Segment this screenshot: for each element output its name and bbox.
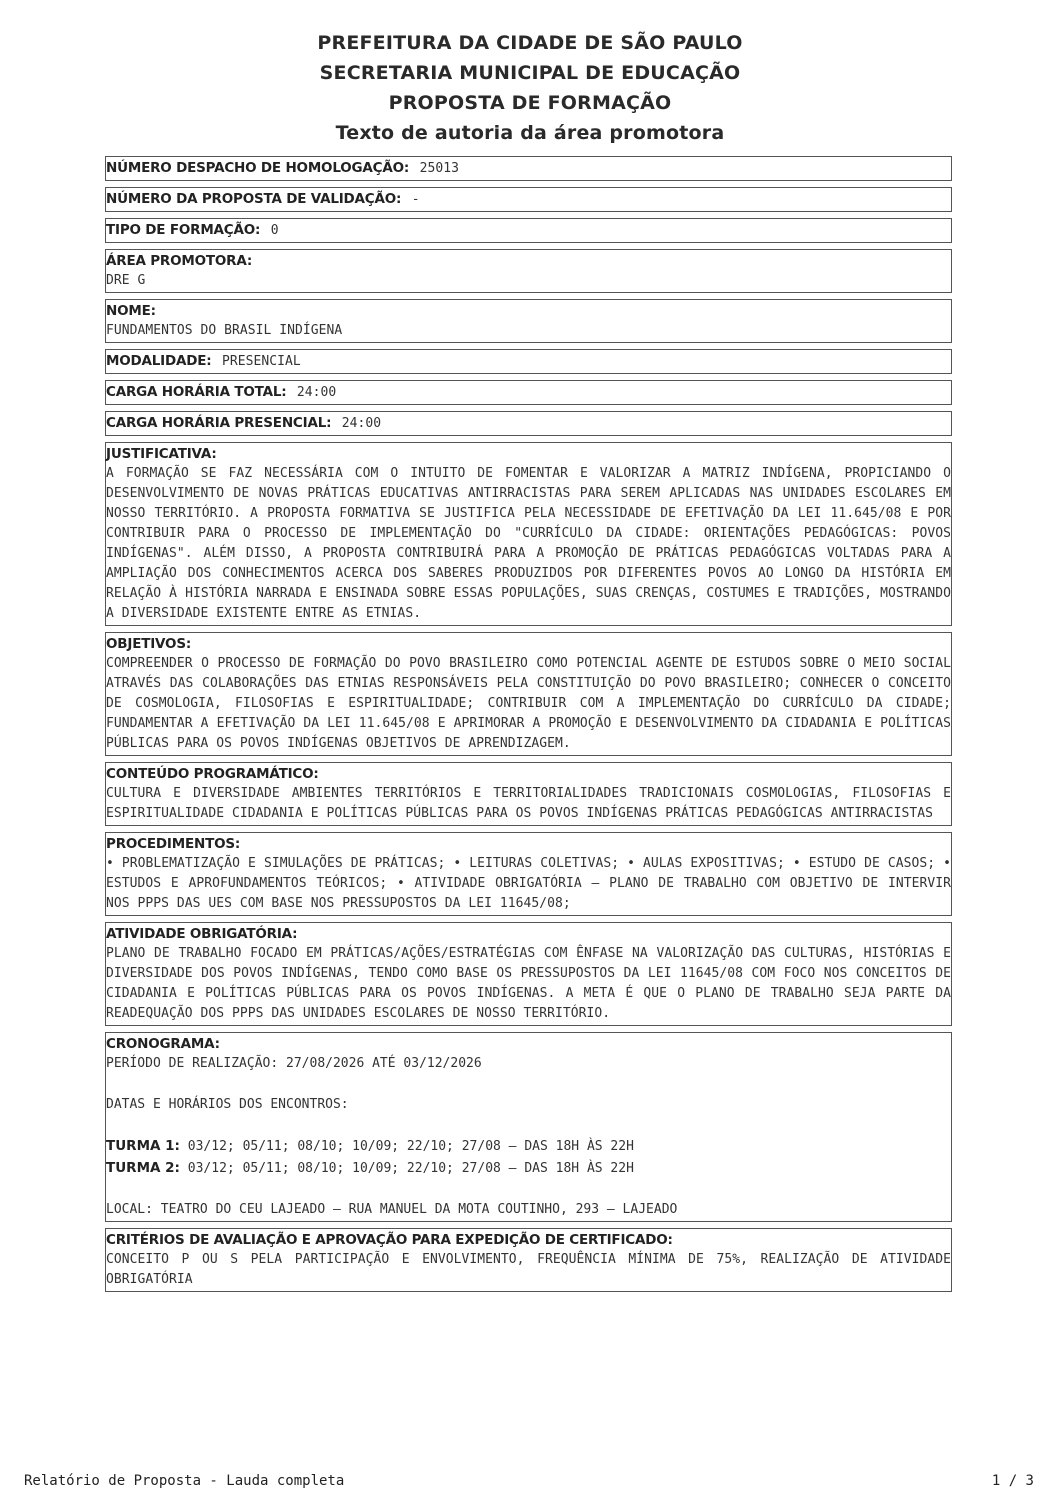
- field-label: PROCEDIMENTOS:: [106, 836, 241, 852]
- field-label: ATIVIDADE OBRIGATÓRIA:: [106, 926, 298, 942]
- field-area-promotora: [105, 249, 952, 293]
- header-proposta: PROPOSTA DE FORMAÇÃO: [388, 92, 672, 114]
- field-value: 25013: [419, 161, 459, 176]
- spacer: [106, 1075, 951, 1096]
- field-value: CONCEITO P OU S PELA PARTICIPAÇÃO E ENVOLVIMENTO, FREQUÊNCIA MÍNIMA DE 75%, REALIZAÇÃO DE ATIVIDADE OBRIGATÓRIA: [106, 1252, 951, 1287]
- document-header: [0, 28, 1060, 148]
- header-prefeitura: PREFEITURA DA CIDADE DE SÃO PAULO: [317, 32, 743, 54]
- field-objetivos: [105, 632, 952, 756]
- page-number: 1 / 3: [991, 1473, 1034, 1489]
- field-atividade-obrigatoria: [105, 922, 952, 1026]
- turma-label: TURMA 2:: [106, 1159, 180, 1176]
- field-conteudo-programatico: [105, 762, 952, 826]
- field-cronograma: [105, 1032, 952, 1222]
- field-procedimentos: [105, 832, 952, 916]
- field-value: DRE G: [106, 273, 146, 288]
- field-label: OBJETIVOS:: [106, 636, 192, 652]
- field-carga-total: [105, 380, 952, 405]
- field-value: PRESENCIAL: [221, 354, 301, 369]
- turma-value: 03/12; 05/11; 08/10; 10/09; 22/10; 27/08 – DAS 18H ÀS 22H: [187, 1139, 634, 1154]
- cronograma-turma-1: [106, 1136, 951, 1158]
- field-label: CARGA HORÁRIA TOTAL:: [106, 384, 287, 400]
- field-value: PLANO DE TRABALHO FOCADO EM PRÁTICAS/AÇÕES/ESTRATÉGIAS COM ÊNFASE NA VALORIZAÇÃO DAS CULTURAS, HISTÓRIAS E DIVERSIDADE DOS POVOS INDÍGENAS, TENDO COMO BASE OS PRESSUPOSTOS DA LEI 11645/08 COM FOCO NOS CONCEITOS DE CIDADANIA E POLÍTICAS PÚBLICAS PARA OS POVOS INDÍGENAS. A META É QUE O PLANO DE TRABALHO SEJA PARTE DA READEQUAÇÃO DOS PPPS DAS UNIDADES ESCOLARES DE NOSSO TERRITÓRIO.: [106, 946, 951, 1021]
- cronograma-turma-2: [106, 1158, 951, 1180]
- field-value: CULTURA E DIVERSIDADE AMBIENTES TERRITÓRIOS E TERRITORIALIDADES TRADICIONAIS COSMOLOGIAS, FILOSOFIAS E ESPIRITUALIDADE CIDADANIA E POLÍTICAS PÚBLICAS PARA OS POVOS INDÍGENAS PRÁTICAS PEDAGÓGICAS ANTIRRACISTAS: [106, 786, 951, 821]
- field-nome: [105, 299, 952, 343]
- spacer: [106, 1116, 951, 1137]
- field-validacao: [105, 187, 952, 212]
- field-label: TIPO DE FORMAÇÃO:: [106, 222, 261, 238]
- turma-label: TURMA 1:: [106, 1138, 180, 1154]
- header-secretaria: SECRETARIA MUNICIPAL DE EDUCAÇÃO: [319, 62, 741, 84]
- footer-report-title: Relatório de Proposta - Lauda completa: [24, 1473, 345, 1489]
- field-label: NÚMERO DESPACHO DE HOMOLOGAÇÃO:: [106, 160, 410, 176]
- field-value: • PROBLEMATIZAÇÃO E SIMULAÇÕES DE PRÁTICAS; • LEITURAS COLETIVAS; • AULAS EXPOSITIVAS; • ESTUDO DE CASOS; • ESTUDOS E APROFUNDAMENTOS TEÓRICOS; • ATIVIDADE OBRIGATÓRIA – PLANO DE TRABALHO COM OBJETIVO DE INTERVIR NOS PPPS DAS UES COM BASE NOS PRESSUPOSTOS DA LEI 11645/08;: [106, 856, 951, 911]
- header-subtitle: Texto de autoria da área promotora: [335, 122, 725, 144]
- field-criterios: [105, 1228, 952, 1292]
- field-label: CRONOGRAMA:: [106, 1036, 220, 1052]
- field-label: ÁREA PROMOTORA:: [106, 253, 253, 269]
- field-value: A FORMAÇÃO SE FAZ NECESSÁRIA COM O INTUITO DE FOMENTAR E VALORIZAR A MATRIZ INDÍGENA, PROPICIANDO O DESENVOLVIMENTO DE NOVAS PRÁTICAS EDUCATIVAS ANTIRRACISTAS PARA SEREM APLICADAS NAS UNIDADES ESCOLARES EM NOSSO TERRITÓRIO. A PROPOSTA FORMATIVA SE JUSTIFICA PELA NECESSIDADE DE EFETIVAÇÃO DA LEI 11.645/08 E POR CONTRIBUIR PARA O PROCESSO DE IMPLEMENTAÇÃO DO "CURRÍCULO DA CIDADE: ORIENTAÇÕES PEDAGÓGICAS: POVOS INDÍGENAS". ALÉM DISSO, A PROPOSTA CONTRIBUIRÁ PARA A PROMOÇÃO DE PRÁTICAS PEDAGÓGICAS VOLTADAS PARA A AMPLIAÇÃO DOS CONHECIMENTOS ACERCA DOS SABERES PRODUZIDOS POR DIFERENTES POVOS AO LONGO DA HISTÓRIA EM RELAÇÃO À HISTÓRIA NARRADA E ENSINADA SOBRE ESSAS POPULAÇÕES, SUAS CRENÇAS, COSTUMES E TRADIÇÕES, MOSTRANDO A DIVERSIDADE EXISTENTE ENTRE AS ETNIAS.: [106, 466, 951, 621]
- field-label: JUSTIFICATIVA:: [106, 446, 217, 462]
- field-label: CARGA HORÁRIA PRESENCIAL:: [106, 415, 332, 431]
- field-carga-presencial: [105, 411, 952, 436]
- cronograma-periodo: PERÍODO DE REALIZAÇÃO: 27/08/2026 ATÉ 03/12/2026: [106, 1056, 482, 1071]
- field-label: NÚMERO DA PROPOSTA DE VALIDAÇÃO:: [106, 191, 402, 207]
- field-label: NOME:: [106, 303, 156, 319]
- field-despacho: [105, 156, 952, 181]
- field-label: CONTEÚDO PROGRAMÁTICO:: [106, 766, 319, 782]
- spacer: [106, 1179, 951, 1200]
- field-value: 24:00: [341, 416, 382, 431]
- field-value: 24:00: [296, 385, 337, 400]
- field-tipo-formacao: [105, 218, 952, 243]
- field-label: CRITÉRIOS DE AVALIAÇÃO E APROVAÇÃO PARA EXPEDIÇÃO DE CERTIFICADO:: [106, 1232, 673, 1248]
- field-label: MODALIDADE:: [106, 353, 212, 369]
- field-value: -: [411, 192, 420, 207]
- field-modalidade: [105, 349, 952, 374]
- field-value: FUNDAMENTOS DO BRASIL INDÍGENA: [106, 323, 343, 338]
- cronograma-local: LOCAL: TEATRO DO CEU LAJEADO – RUA MANUEL DA MOTA COUTINHO, 293 – LAJEADO: [106, 1201, 678, 1217]
- turma-value: 03/12; 05/11; 08/10; 10/09; 22/10; 27/08 – DAS 18H ÀS 22H: [187, 1160, 634, 1176]
- field-value: 0: [270, 223, 279, 238]
- page-footer: [24, 1473, 1034, 1489]
- field-value: COMPREENDER O PROCESSO DE FORMAÇÃO DO POVO BRASILEIRO COMO POTENCIAL AGENTE DE ESTUDOS SOBRE O MEIO SOCIAL ATRAVÉS DAS COLABORAÇÕES DAS ETNIAS RESPONSÁVEIS PELA CONSTITUIÇÃO DO POVO BRASILEIRO; CONHECER O CONCEITO DE COSMOLOGIA, FILOSOFIAS E ESPIRITUALIDADE; CONTRIBUIR COM A IMPLEMENTAÇÃO DO CURRÍCULO DA CIDADE; FUNDAMENTAR A EFETIVAÇÃO DA LEI 11.645/08 E APRIMORAR A PROMOÇÃO E DESENVOLVIMENTO DA CIDADANIA E POLÍTICAS PÚBLICAS PARA OS POVOS INDÍGENAS OBJETIVOS DE APRENDIZAGEM.: [106, 656, 951, 751]
- proposal-fields: [105, 156, 952, 1298]
- cronograma-datas-titulo: DATAS E HORÁRIOS DOS ENCONTROS:: [106, 1097, 349, 1112]
- field-justificativa: [105, 442, 952, 626]
